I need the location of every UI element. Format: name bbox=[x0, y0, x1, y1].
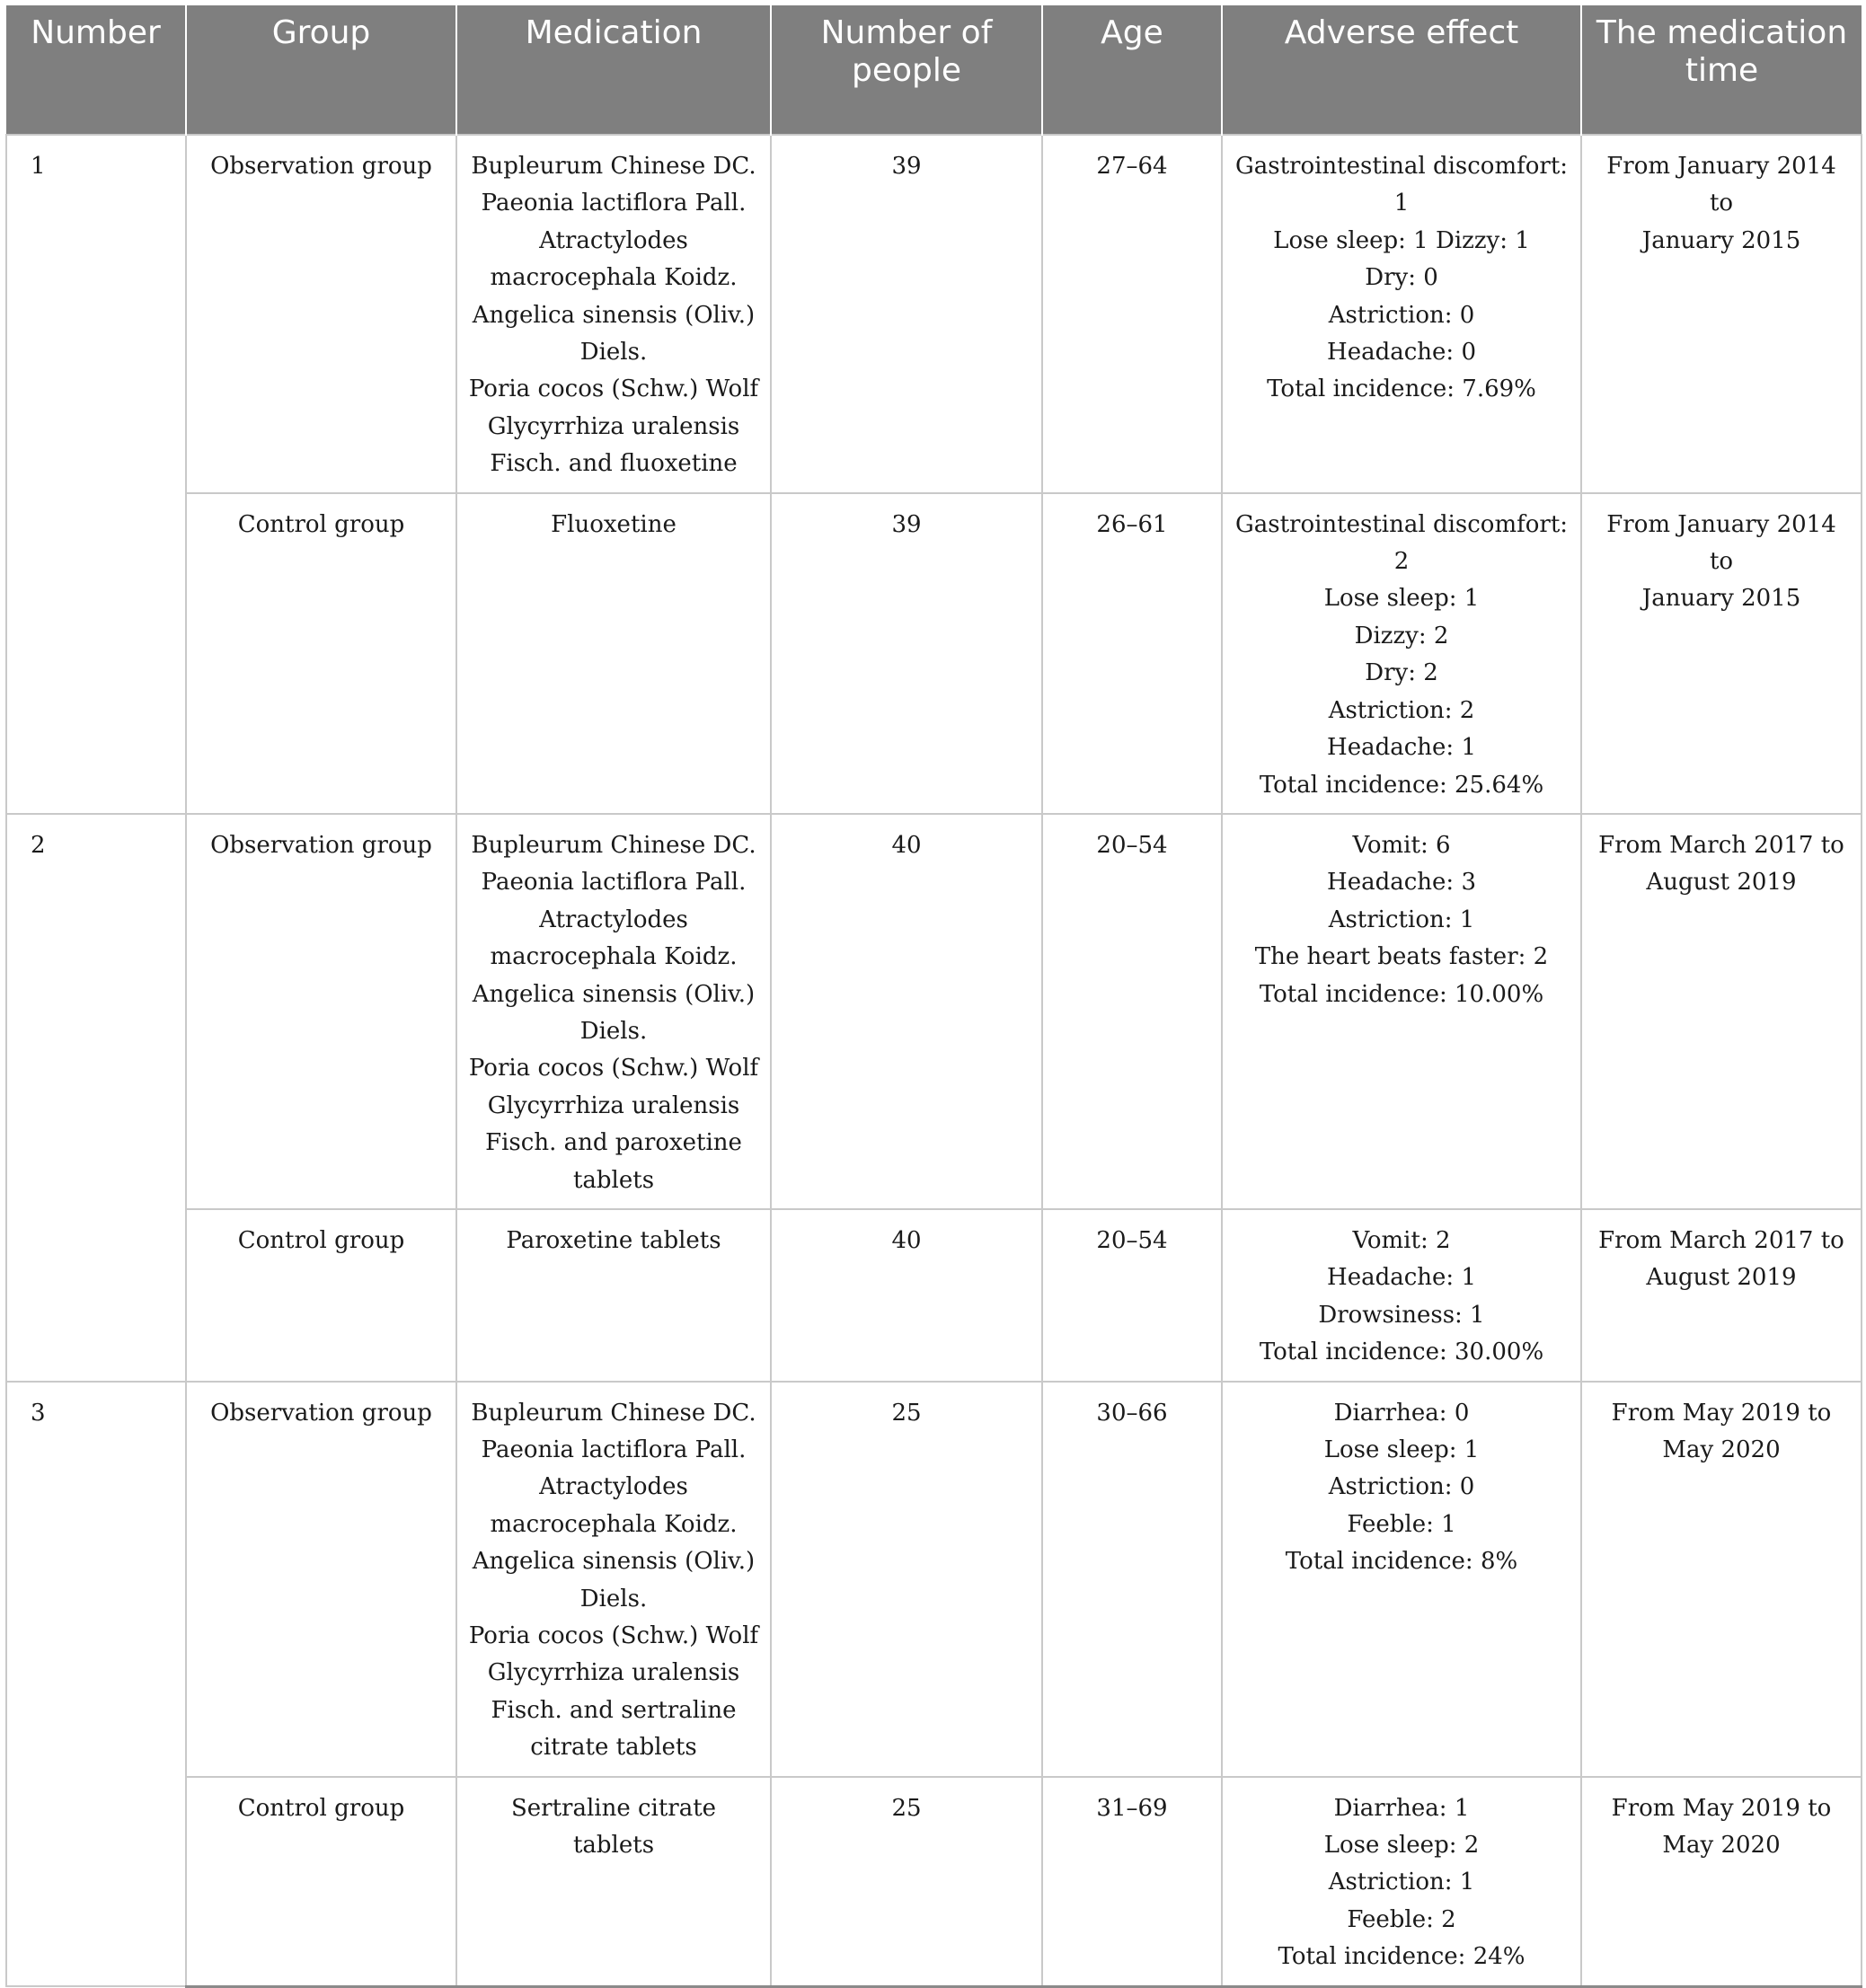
cell-people: 40 bbox=[771, 814, 1042, 1209]
table-row bbox=[6, 814, 1862, 1209]
cell-number: 1 bbox=[6, 135, 186, 814]
cell-medication-time: From March 2017 to August 2019 bbox=[1581, 814, 1862, 1209]
cell-adverse-effect: Gastrointestinal discomfort: 1 Lose sleep: 1 Dizzy: 1 Dry: 0 Astriction: 0 Headache: 0 Total incidence: 7.69% bbox=[1222, 135, 1581, 493]
cell-people: 39 bbox=[771, 493, 1042, 814]
cell-medication: Bupleurum Chinese DC. Paeonia lactiflora Pall. Atractylodes macrocephala Koidz. Angelica sinensis (Oliv.) Diels. Poria cocos (Schw.) Wolf Glycyrrhiza uralensis Fisch. and fluoxetine bbox=[456, 135, 771, 493]
cell-people: 25 bbox=[771, 1382, 1042, 1777]
cell-medication: Sertraline citrate tablets bbox=[456, 1777, 771, 1987]
header-medication-time: The medication time bbox=[1581, 5, 1862, 135]
cell-group: Observation group bbox=[186, 135, 456, 493]
cell-group: Control group bbox=[186, 1777, 456, 1987]
table-row bbox=[6, 493, 1862, 814]
cell-medication: Bupleurum Chinese DC. Paeonia lactiflora Pall. Atractylodes macrocephala Koidz. Angelica sinensis (Oliv.) Diels. Poria cocos (Schw.) Wolf Glycyrrhiza uralensis Fisch. and sertraline citrate tablets bbox=[456, 1382, 771, 1777]
cell-medication: Bupleurum Chinese DC. Paeonia lactiflora Pall. Atractylodes macrocephala Koidz. Angelica sinensis (Oliv.) Diels. Poria cocos (Schw.) Wolf Glycyrrhiza uralensis Fisch. and paroxetine tablets bbox=[456, 814, 771, 1209]
header-number: Number bbox=[6, 5, 186, 135]
header-group: Group bbox=[186, 5, 456, 135]
cell-age: 20–54 bbox=[1042, 1209, 1222, 1382]
header-number-of-people: Number of people bbox=[771, 5, 1042, 135]
table-row bbox=[6, 1382, 1862, 1777]
table-row bbox=[6, 1777, 1862, 1987]
cell-age: 27–64 bbox=[1042, 135, 1222, 493]
header-row bbox=[6, 5, 1862, 135]
table-row bbox=[6, 135, 1862, 493]
cell-people: 25 bbox=[771, 1777, 1042, 1987]
cell-medication-time: From January 2014 to January 2015 bbox=[1581, 135, 1862, 493]
cell-group: Control group bbox=[186, 493, 456, 814]
cell-age: 31–69 bbox=[1042, 1777, 1222, 1987]
medication-table bbox=[5, 5, 1862, 1988]
cell-age: 26–61 bbox=[1042, 493, 1222, 814]
header-age: Age bbox=[1042, 5, 1222, 135]
header-adverse-effect: Adverse effect bbox=[1222, 5, 1581, 135]
cell-age: 20–54 bbox=[1042, 814, 1222, 1209]
cell-group: Control group bbox=[186, 1209, 456, 1382]
cell-age: 30–66 bbox=[1042, 1382, 1222, 1777]
cell-medication-time: From March 2017 to August 2019 bbox=[1581, 1209, 1862, 1382]
cell-adverse-effect: Diarrhea: 0 Lose sleep: 1 Astriction: 0 Feeble: 1 Total incidence: 8% bbox=[1222, 1382, 1581, 1777]
cell-medication: Paroxetine tablets bbox=[456, 1209, 771, 1382]
cell-medication-time: From May 2019 to May 2020 bbox=[1581, 1382, 1862, 1777]
cell-medication-time: From May 2019 to May 2020 bbox=[1581, 1777, 1862, 1987]
cell-group: Observation group bbox=[186, 814, 456, 1209]
cell-number: 3 bbox=[6, 1382, 186, 1987]
cell-medication: Fluoxetine bbox=[456, 493, 771, 814]
cell-people: 40 bbox=[771, 1209, 1042, 1382]
cell-adverse-effect: Gastrointestinal discomfort: 2 Lose sleep: 1 Dizzy: 2 Dry: 2 Astriction: 2 Headache: 1 Total incidence: 25.64% bbox=[1222, 493, 1581, 814]
cell-people: 39 bbox=[771, 135, 1042, 493]
cell-adverse-effect: Vomit: 2 Headache: 1 Drowsiness: 1 Total incidence: 30.00% bbox=[1222, 1209, 1581, 1382]
cell-medication-time: From January 2014 to January 2015 bbox=[1581, 493, 1862, 814]
medication-table-container bbox=[5, 5, 1861, 1971]
table-row bbox=[6, 1209, 1862, 1382]
cell-adverse-effect: Diarrhea: 1 Lose sleep: 2 Astriction: 1 Feeble: 2 Total incidence: 24% bbox=[1222, 1777, 1581, 1987]
cell-number: 2 bbox=[6, 814, 186, 1382]
header-medication: Medication bbox=[456, 5, 771, 135]
cell-adverse-effect: Vomit: 6 Headache: 3 Astriction: 1 The heart beats faster: 2 Total incidence: 10.00% bbox=[1222, 814, 1581, 1209]
cell-group: Observation group bbox=[186, 1382, 456, 1777]
